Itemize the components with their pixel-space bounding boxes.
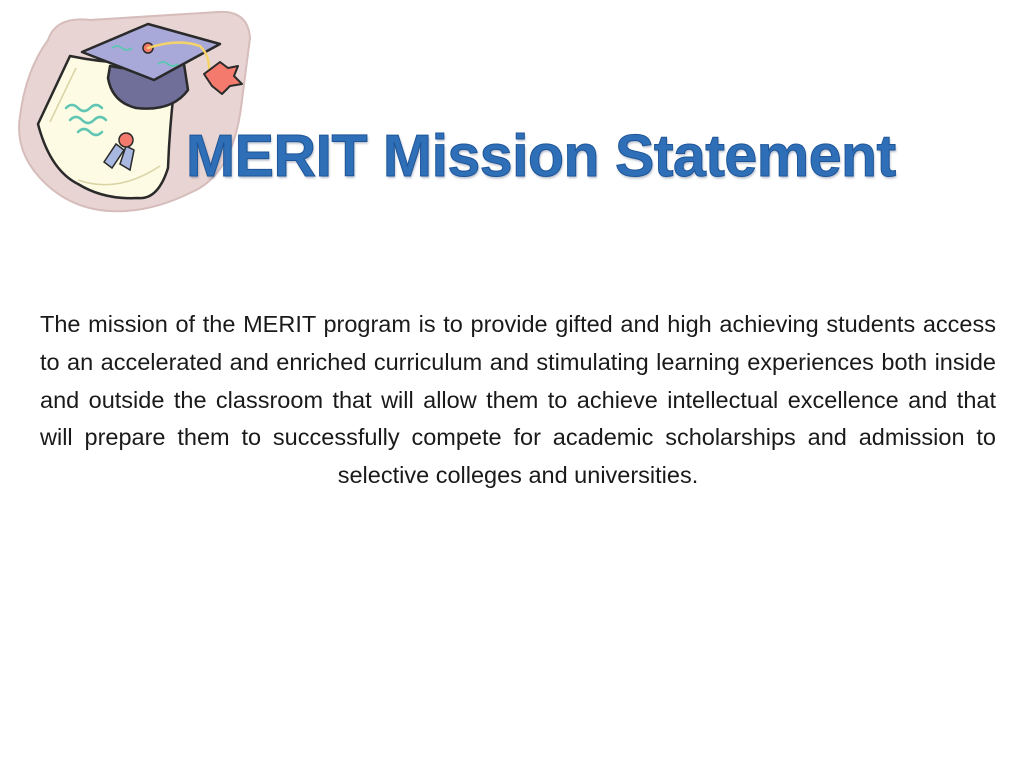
- slide-title: MERIT Mission Statement: [186, 123, 896, 189]
- mission-statement-text: The mission of the MERIT program is to provide gifted and high achieving students access to an accelerated and enriched curriculum and stimulating learning experiences both inside and outside the classroom that will allow them to achieve intellectual excellence and that will prepare them to successfully compete for academic scholarships and admission to selective colleges and universities.: [40, 311, 996, 489]
